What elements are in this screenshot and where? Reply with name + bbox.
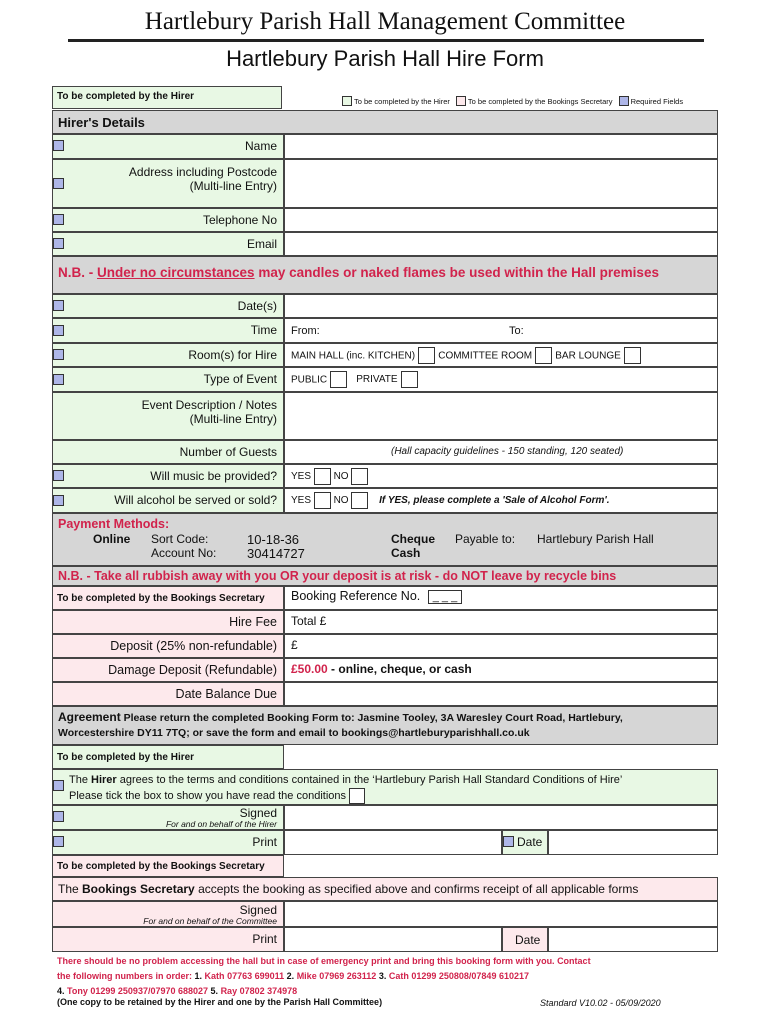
event-type-public-checkbox[interactable] [330,371,347,388]
payment-methods-heading: Payment Methods: [58,517,170,531]
secretary-sign-section-tag: To be completed by the Bookings Secretary [52,855,284,877]
emergency-contacts [57,954,722,999]
telephone-label: Telephone No [52,208,284,232]
account-no-value: 30414727 [247,546,305,561]
required-marker [503,836,514,847]
room-main-hall-checkbox[interactable] [418,347,435,364]
required-marker [53,214,64,225]
email-label: Email [52,232,284,256]
room-bar-lounge-checkbox[interactable] [624,347,641,364]
legend-secretary-label: To be completed by the Bookings Secretary [467,96,613,106]
damage-deposit-field [284,658,718,682]
event-type-private-label: PRIVATE [356,374,398,386]
legend-hirer-label: To be completed by the Hirer [354,96,450,106]
hirer-sign-section-tag: To be completed by the Hirer [52,745,284,769]
candles-notice-emphasis: Under no circumstances [97,265,255,280]
required-marker [53,470,64,481]
secretary-section-tag: To be completed by the Bookings Secretary [52,586,284,610]
emergency-line2: the following numbers in order: 1. Kath 07763 699011 2. Mike 07969 263112 3. Cath 01299 250808/07849 610217 [57,971,529,981]
required-marker [53,836,64,847]
sort-code-value: 10-18-36 [247,532,300,547]
time-label: Time [52,318,284,343]
guests-field[interactable] [284,440,718,464]
secretary-signature-field[interactable] [284,901,718,927]
deposit-label: Deposit (25% non-refundable) [52,634,284,658]
required-marker [53,495,64,506]
secretary-date-field[interactable] [548,927,718,952]
form-title: Hartlebury Parish Hall Hire Form [226,46,544,71]
legend-required-swatch [619,96,629,106]
booking-reference-field[interactable] [284,586,718,610]
contact-4-name: Tony [67,986,88,996]
damage-deposit-amount: £50.00 [291,662,328,676]
agreement-panel [52,706,718,745]
copy-note: (One copy to be retained by the Hirer and one by the Parish Hall Committee) [57,997,383,1007]
time-from-label: From: [291,325,320,337]
payable-to-value: Hartlebury Parish Hall [537,532,654,546]
hirer-terms-line: The Hirer agrees to the terms and conditions contained in the ‘Hartlebury Parish Hall Standard Conditions of Hire’ [69,774,623,786]
hirer-signed-subtext: For and on behalf of the Hirer [165,819,277,829]
hire-fee-field[interactable]: Total £ [284,610,718,634]
required-marker [53,178,64,189]
hire-fee-label: Hire Fee [52,610,284,634]
deposit-field[interactable]: £ [284,634,718,658]
hirer-print-field[interactable] [284,830,502,855]
guests-label: Number of Guests [52,440,284,464]
required-marker [53,325,64,336]
rooms-label: Room(s) for Hire [52,343,284,367]
booking-reference-label: Booking Reference No. [291,589,421,603]
damage-deposit-label: Damage Deposit (Refundable) [52,658,284,682]
hirer-tick-instruction: Please tick the box to show you have read the conditions [69,788,717,804]
secretary-signed-text: Signed [239,903,277,917]
hirer-terms-bold: Hirer [91,774,117,786]
event-description-label [52,392,284,440]
contact-4-phone: 01299 250937/07970 688027 [90,986,209,996]
room-main-hall-label: MAIN HALL (inc. KITCHEN) [291,350,416,362]
contact-2-phone: 07969 263112 [319,971,377,981]
contact-1-phone: 07763 699011 [227,971,285,981]
music-no-label: NO [333,471,349,483]
candles-notice [52,256,718,294]
payable-to-label: Payable to: [455,532,516,546]
music-label: Will music be provided? [52,464,284,488]
damage-deposit-methods: - online, cheque, or cash [327,662,472,676]
required-marker [53,349,64,360]
booking-reference-value: _ _ _ [428,590,462,604]
hirer-terms-text: agrees to the terms and conditions contained in the ‘Hartlebury Parish Hall Standard Conditions of Hire’ [116,774,623,786]
secretary-print-label: Print [52,927,284,952]
room-committee-checkbox[interactable] [535,347,552,364]
payment-cash-label: Cash [391,546,421,560]
emergency-line3: 4. Tony 01299 250937/07970 688027 5. Ray 07802 374978 [57,986,298,996]
version-stamp: Standard V10.02 - 05/09/2020 [540,998,661,1008]
alcohol-yes-checkbox[interactable] [314,492,331,509]
secretary-print-field[interactable] [284,927,502,952]
rooms-field [284,343,718,367]
time-to-label: To: [509,325,524,337]
required-marker [53,300,64,311]
secretary-accept-panel: The Bookings Secretary accepts the booking as specified above and confirms receipt of all applicable forms [52,877,718,901]
candles-notice-rest: may candles or naked flames be used within the Hall premises [254,265,659,280]
required-marker [53,811,64,822]
contact-1-name: Kath [204,971,225,981]
balance-due-field[interactable] [284,682,718,706]
event-description-label-line2: (Multi-line Entry) [189,412,277,426]
event-type-public-label: PUBLIC [291,374,328,386]
dates-field[interactable] [284,294,718,318]
alcohol-field [284,488,718,513]
contact-3-phone: 01299 250808/07849 610217 [411,971,529,981]
contact-3-name: Cath [388,971,409,981]
event-type-private-checkbox[interactable] [401,371,418,388]
required-marker [53,374,64,385]
event-type-label: Type of Event [52,367,284,392]
agreement-heading: Agreement [58,710,121,724]
hirer-signed-text: Signed [239,806,277,820]
hirer-signed-label [52,805,284,830]
contact-5-phone: 07802 374978 [239,986,298,996]
account-no-label: Account No: [151,546,217,560]
hall-capacity-note: (Hall capacity guidelines - 150 standing, 120 seated) [391,446,624,457]
hirer-date-field[interactable] [548,830,718,855]
music-yes-label: YES [291,471,312,483]
hirer-terms-panel [52,769,718,805]
room-committee-label: COMMITTEE ROOM [438,350,533,362]
hirer-signature-field[interactable] [284,805,718,830]
alcohol-label: Will alcohol be served or sold? [52,488,284,513]
music-yes-checkbox[interactable] [314,468,331,485]
time-field[interactable] [284,318,718,343]
contact-2-name: Mike [296,971,317,981]
address-label-line2: (Multi-line Entry) [189,179,277,193]
hirer-print-label: Print [52,830,284,855]
event-description-label-line1: Event Description / Notes [141,398,277,412]
secretary-accept-bold: Bookings Secretary [82,882,195,896]
contact-5-name: Ray [220,986,238,996]
payment-cheque-label: Cheque [391,532,436,546]
agreement-line1 [58,710,712,726]
telephone-field[interactable] [284,208,718,232]
required-marker [53,140,64,151]
emergency-line1: There should be no problem accessing the hall but in case of emergency print and bring this booking form with you. Contact [57,956,591,966]
hirer-date-label: Date [502,830,548,855]
secretary-signed-subtext: For and on behalf of the Committee [143,916,277,926]
dates-label: Date(s) [52,294,284,318]
candles-notice-prefix: N.B. - [58,265,97,280]
name-field[interactable] [284,134,718,159]
event-description-field[interactable] [284,392,718,440]
secretary-accept-text: accepts the booking as specified above and confirms receipt of all applicable forms [194,882,639,896]
color-legend [342,96,683,106]
name-label: Name [52,134,284,159]
event-type-field [284,367,718,392]
sort-code-label: Sort Code: [151,532,209,546]
music-field [284,464,718,488]
rubbish-notice: N.B. - Take all rubbish away with you OR your deposit is at risk - do NOT leave by recycle bins [52,566,718,586]
legend-hirer-swatch [342,96,352,106]
agreement-line2: Worcestershire DY11 7TQ; or save the form and email to bookings@hartleburyparishhall.co.uk [58,727,530,739]
address-label [52,159,284,208]
legend-secretary-swatch [456,96,466,106]
org-title: Hartlebury Parish Hall Management Committee [144,8,626,35]
alcohol-no-label: NO [333,495,349,507]
payment-methods-panel [52,513,718,566]
hirer-section-tag: To be completed by the Hirer [52,86,282,109]
secretary-signed-label [52,901,284,927]
title-divider [68,39,704,42]
legend-required-label: Required Fields [630,96,684,106]
conditions-read-checkbox[interactable] [349,788,365,804]
hirer-details-heading: Hirer's Details [52,110,718,134]
address-field[interactable] [284,159,718,208]
alcohol-no-checkbox[interactable] [351,492,368,509]
email-field[interactable] [284,232,718,256]
agreement-text-1: Please return the completed Booking Form to: Jasmine Tooley, 3A Waresley Court Road, Hartlebury, [120,712,623,724]
alcohol-form-note: If YES, please complete a 'Sale of Alcohol Form'. [379,495,610,507]
music-no-checkbox[interactable] [351,468,368,485]
balance-due-label: Date Balance Due [52,682,284,706]
required-marker [53,238,64,249]
address-label-line1: Address including Postcode [128,165,277,179]
payment-online-label: Online [93,532,131,546]
alcohol-yes-label: YES [291,495,312,507]
secretary-date-label: Date [502,927,548,952]
room-bar-lounge-label: BAR LOUNGE [555,350,621,362]
required-marker [53,780,64,791]
